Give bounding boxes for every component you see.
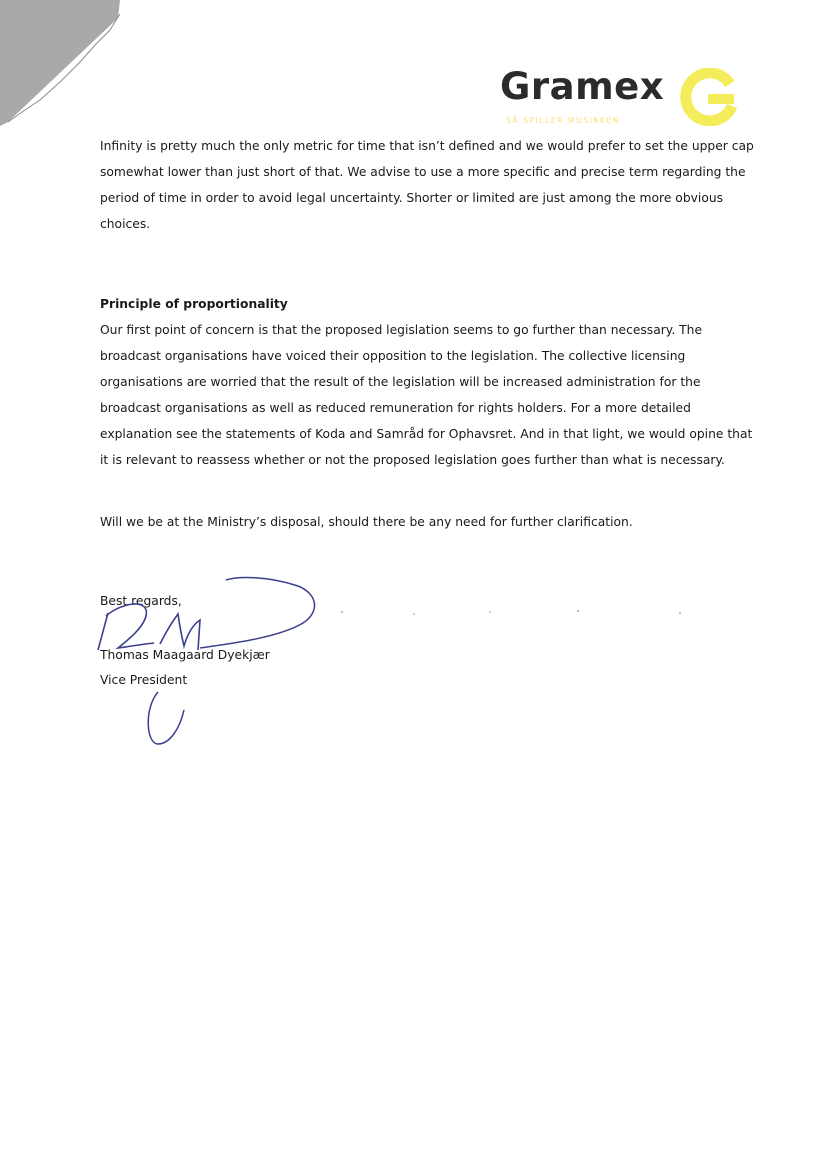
signatory-name: Thomas Maagaard Dyekjær xyxy=(100,648,270,662)
scan-specks xyxy=(330,608,690,618)
logo-wordmark: Gramex xyxy=(500,65,665,108)
paragraph-proportionality: Our first point of concern is that the proposed legislation seems to go further than necessary. The broadcast organisations have voiced their opposition to the legislation. The collective licensing organisations are worried that the result of the legislation will be increased administration for the broadcast organisations as well as reduced remuneration for rights holders. For a more detailed explanation see the statements of Koda and Samråd for Ophavsret. And in that light, we would opine that it is relevant to reassess whether or not the proposed legislation goes further than what is necessary. xyxy=(100,323,753,467)
section-heading-proportionality: Principle of proportionality xyxy=(100,297,288,311)
logo-g-icon xyxy=(678,68,742,126)
paragraph-upper-cap: Infinity is pretty much the only metric for time that isn’t defined and we would prefer to set the upper cap somewhat lower than just short of that. We advise to use a more specific and precise term regarding the period of time in order to avoid legal uncertainty. Shorter or limited are just among the more obvious choices. xyxy=(100,139,754,231)
logo-tagline: SÅ SPILLER MUSIKKEN xyxy=(506,116,620,125)
folded-corner xyxy=(0,0,130,130)
signatory-title: Vice President xyxy=(100,673,188,687)
closing-salutation: Best regards, xyxy=(100,594,182,608)
gramex-logo xyxy=(498,66,748,130)
paragraph-clarification: Will we be at the Ministry’s disposal, should there be any need for further clarification. xyxy=(100,515,633,529)
